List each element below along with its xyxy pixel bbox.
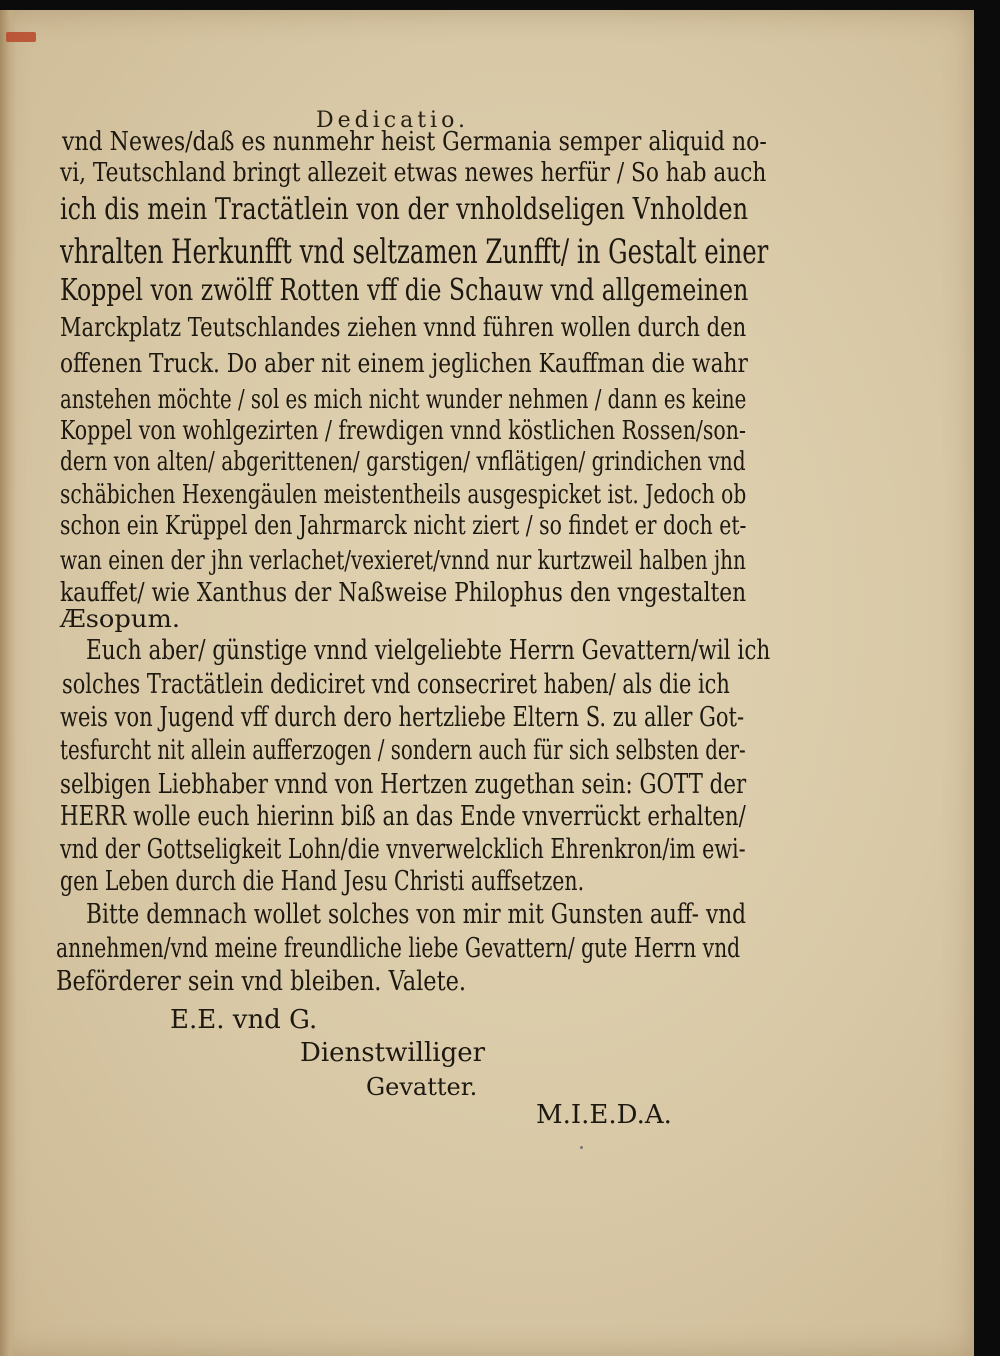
page-gutter — [0, 10, 16, 1356]
text-line: tesfurcht nit allein aufferzogen / sondern auch für sich selbsten der- — [60, 735, 746, 767]
text-line: schäbichen Hexengäulen meistentheils ausgespicket ist. Jedoch ob — [60, 479, 747, 510]
text-line: weis von Jugend vff durch dero hertzliebe Eltern S. zu aller Got- — [60, 702, 745, 734]
closing-relation: Gevatter. — [366, 1073, 478, 1101]
text-line: Koppel von wohlgezirten / frewdigen vnnd köstlichen Rossen/son- — [60, 415, 746, 446]
closing-servant: Dienstwilliger — [300, 1038, 486, 1068]
text-line: schon ein Krüppel den Jahrmarck nicht ziert / so findet er doch et- — [60, 510, 747, 541]
text-line: annehmen/vnd meine freundliche liebe Gevattern/ gute Herrn vnd — [56, 933, 741, 965]
text-line: dern von alten/ abgerittenen/ garstigen/ vnflätigen/ grindichen vnd — [60, 446, 746, 477]
text-line: vhralten Herkunfft vnd seltzamen Zunfft/ in Gestalt einer — [60, 231, 769, 272]
text-line: Bitte demnach wollet solches von mir mit Gunsten auff- vnd — [86, 899, 747, 931]
text-line: vnd der Gottseligkeit Lohn/die vnverwelcklich Ehrenkron/im ewi- — [60, 834, 746, 866]
text-line: kauffet/ wie Xanthus der Naßweise Philophus den vngestalten — [60, 577, 747, 608]
text-line: Marckplatz Teutschlandes ziehen vnnd führen wollen durch den — [60, 312, 747, 343]
text-line: Beförderer sein vnd bleiben. Valete. — [56, 966, 467, 998]
text-line: Euch aber/ günstige vnnd vielgeliebte Herrn Gevattern/wil ich — [86, 635, 771, 667]
text-line: ich dis mein Tractätlein von der vnholdseligen Vnholden — [60, 192, 749, 228]
corner-tab — [6, 32, 36, 42]
text-line: offenen Truck. Do aber nit einem jeglichen Kauffman die wahr — [60, 348, 748, 379]
text-line: Æsopum. — [60, 605, 180, 634]
text-line: HERR wolle euch hierinn biß an das Ende vnverrückt erhalten/ — [60, 801, 746, 833]
text-line: anstehen möchte / sol es mich nicht wunder nehmen / dann es keine — [60, 384, 747, 415]
text-line: Koppel von zwölff Rotten vff die Schauw vnd allgemeinen — [60, 273, 749, 309]
text-line: wan einen der jhn verlachet/vexieret/vnnd nur kurtzweil halben jhn — [60, 545, 746, 576]
text-line: vnd Newes/daß es nunmehr heist Germania semper aliquid no- — [62, 126, 767, 157]
text-line: vi, Teutschland bringt allezeit etwas newes herfür / So hab auch — [60, 157, 767, 188]
text-line: selbigen Liebhaber vnnd von Hertzen zugethan sein: GOTT der — [60, 769, 747, 801]
closing-initials: M.I.E.D.A. — [536, 1100, 672, 1130]
text-line: solches Tractätlein dediciret vnd consecriret haben/ als die ich — [62, 669, 730, 701]
ink-speck — [580, 1146, 583, 1149]
closing-salutation: E.E. vnd G. — [170, 1005, 318, 1035]
running-head: Dedicatio. — [316, 108, 469, 133]
text-line: gen Leben durch die Hand Jesu Christi auffsetzen. — [60, 866, 585, 898]
